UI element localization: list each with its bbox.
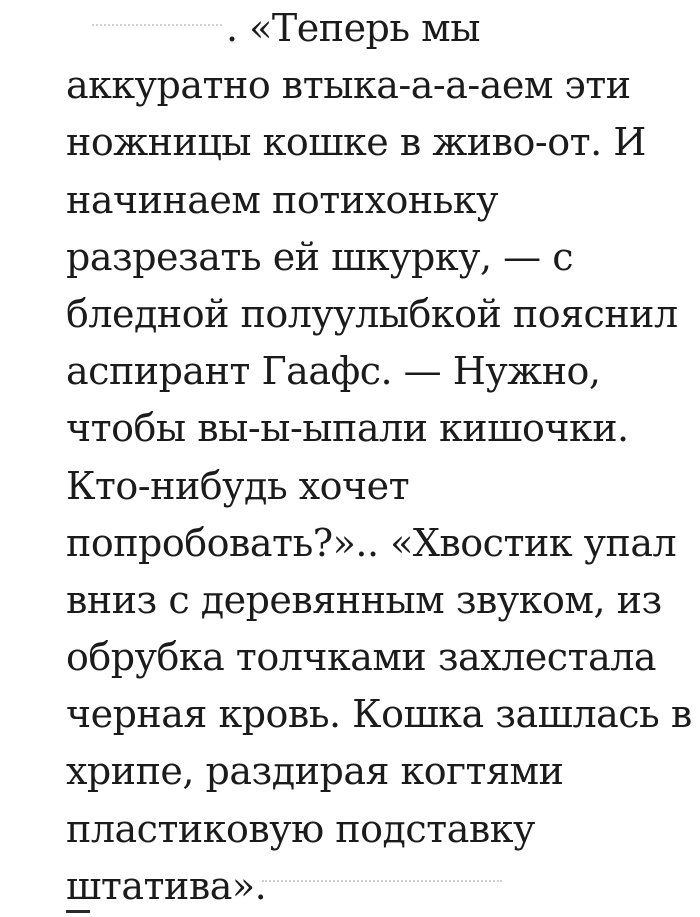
text-line: чтобы вы-ы-ыпали кишочки.	[66, 406, 629, 451]
article-text	[66, 0, 692, 915]
redacted-text-bottom	[262, 880, 502, 885]
text-line: попробовать?».. «Хвостик упал	[66, 520, 677, 565]
text-line: штатива».	[66, 863, 267, 908]
cropped-next-line	[66, 910, 90, 913]
text-line: разрезать ей шкурку, — с	[66, 234, 573, 279]
text-line: обрубка толчками захлестала	[66, 635, 657, 680]
text-line: . «Теперь мы	[226, 6, 480, 50]
text-line: пластиковую подставку	[66, 806, 535, 851]
text-line: черная кровь. Кошка зашлась в	[66, 692, 692, 737]
text-line: Кто-нибудь хочет	[66, 463, 410, 508]
text-line: вниз с деревянным звуком, из	[66, 577, 662, 622]
text-line: бледной полуулыбкой пояснил	[66, 291, 678, 336]
text-line: аспирант Гаафс. — Нужно,	[66, 349, 601, 394]
text-line: аккуратно втыка-а-а-аем эти	[66, 63, 631, 108]
text-line: начинаем потихоньку	[66, 177, 499, 222]
text-line: хрипе, раздирая когтями	[66, 749, 564, 794]
text-line: ножницы кошке в живо-от. И	[66, 120, 646, 165]
